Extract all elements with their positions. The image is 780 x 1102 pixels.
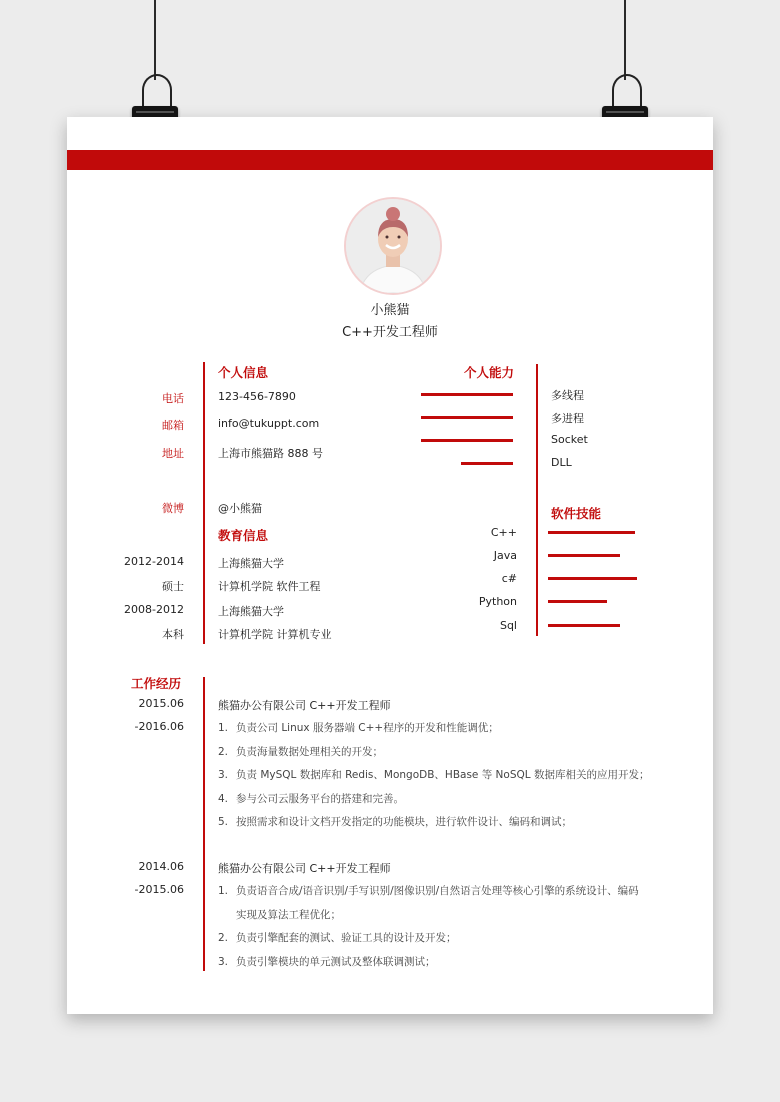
job2-company: 熊猫办公有限公司 C++开发工程师	[218, 862, 391, 875]
avatar	[344, 197, 442, 295]
software-label-5: Sql	[499, 619, 517, 632]
job2-end: -2015.06	[134, 883, 184, 896]
job1-duty-4: 4. 参与公司云服务平台的搭建和完善。	[218, 793, 404, 805]
job1-duty-1: 1. 负责公司 Linux 服务器端 C++程序的开发和性能调优；	[218, 722, 499, 734]
job1-duty-2: 2. 负责海量数据处理相关的开发；	[218, 746, 383, 758]
edu2-major: 计算机学院 计算机专业	[218, 628, 332, 641]
software-bar-4	[548, 600, 607, 603]
phone-value: 123-456-7890	[218, 390, 296, 403]
email-value: info@tukuppt.com	[218, 417, 320, 430]
divider-left-work	[203, 677, 205, 971]
ability-label-3: Socket	[551, 433, 588, 446]
education-heading: 教育信息	[218, 528, 269, 543]
job-title: C++开发工程师	[342, 325, 438, 340]
email-label: 邮箱	[162, 419, 184, 432]
software-label-2: Java	[493, 549, 517, 562]
job2-duty-1-cont: 实现及算法工程优化；	[236, 909, 341, 921]
avatar-portrait-icon	[346, 199, 440, 293]
job1-start: 2015.06	[138, 697, 184, 710]
edu2-degree: 本科	[162, 628, 184, 641]
software-bar-2	[548, 554, 620, 557]
personal-info-heading: 个人信息	[218, 365, 269, 380]
divider-center	[536, 364, 538, 636]
address-value: 上海市熊猫路 888 号	[218, 447, 323, 460]
weibo-value: @小熊猫	[218, 502, 262, 515]
work-heading: 工作经历	[131, 676, 182, 691]
ability-bar-4	[461, 462, 513, 465]
candidate-name: 小熊猫	[370, 303, 410, 318]
resume-page	[67, 117, 713, 1014]
phone-label: 电话	[162, 392, 184, 405]
software-bar-5	[548, 624, 620, 627]
software-heading: 软件技能	[551, 506, 602, 521]
edu1-period: 2012-2014	[124, 555, 184, 568]
abilities-heading: 个人能力	[464, 365, 515, 380]
divider-left-upper	[203, 362, 205, 644]
ability-bar-1	[421, 393, 513, 396]
edu2-period: 2008-2012	[124, 603, 184, 616]
clip-handle-right	[612, 74, 642, 106]
edu1-school: 上海熊猫大学	[218, 557, 284, 570]
edu1-degree: 硕士	[162, 580, 184, 593]
hanging-wire-left	[154, 0, 156, 80]
ability-bar-2	[421, 416, 513, 419]
ability-label-2: 多进程	[551, 412, 584, 425]
header-bar	[67, 150, 713, 170]
job2-start: 2014.06	[138, 860, 184, 873]
job2-duty-1: 1. 负责语音合成/语音识别/手写识别/图像识别/自然语言处理等核心引擎的系统设计、编码	[218, 885, 639, 897]
hanging-wire-right	[624, 0, 626, 80]
software-label-1: C++	[490, 526, 517, 539]
address-label: 地址	[162, 447, 184, 460]
edu2-school: 上海熊猫大学	[218, 605, 284, 618]
software-bar-1	[548, 531, 635, 534]
job2-duty-3: 3. 负责引擎模块的单元测试及整体联调测试；	[218, 956, 436, 968]
ability-bar-3	[421, 439, 513, 442]
job1-company: 熊猫办公有限公司 C++开发工程师	[218, 699, 391, 712]
job1-duty-5: 5. 按照需求和设计文档开发指定的功能模块，进行软件设计、编码和调试；	[218, 816, 572, 828]
clip-handle-left	[142, 74, 172, 106]
job2-duty-2: 2. 负责引擎配套的测试、验证工具的设计及开发；	[218, 932, 457, 944]
software-label-3: c#	[501, 572, 517, 585]
weibo-label: 微博	[162, 502, 184, 515]
software-bar-3	[548, 577, 637, 580]
ability-label-1: 多线程	[551, 389, 584, 402]
job1-duty-3: 3. 负责 MySQL 数据库和 Redis、MongoDB、HBase 等 NoSQL 数据库相关的应用开发；	[218, 769, 650, 781]
ability-label-4: DLL	[551, 456, 572, 469]
job1-end: -2016.06	[134, 720, 184, 733]
edu1-major: 计算机学院 软件工程	[218, 580, 321, 593]
software-label-4: Python	[478, 595, 517, 608]
